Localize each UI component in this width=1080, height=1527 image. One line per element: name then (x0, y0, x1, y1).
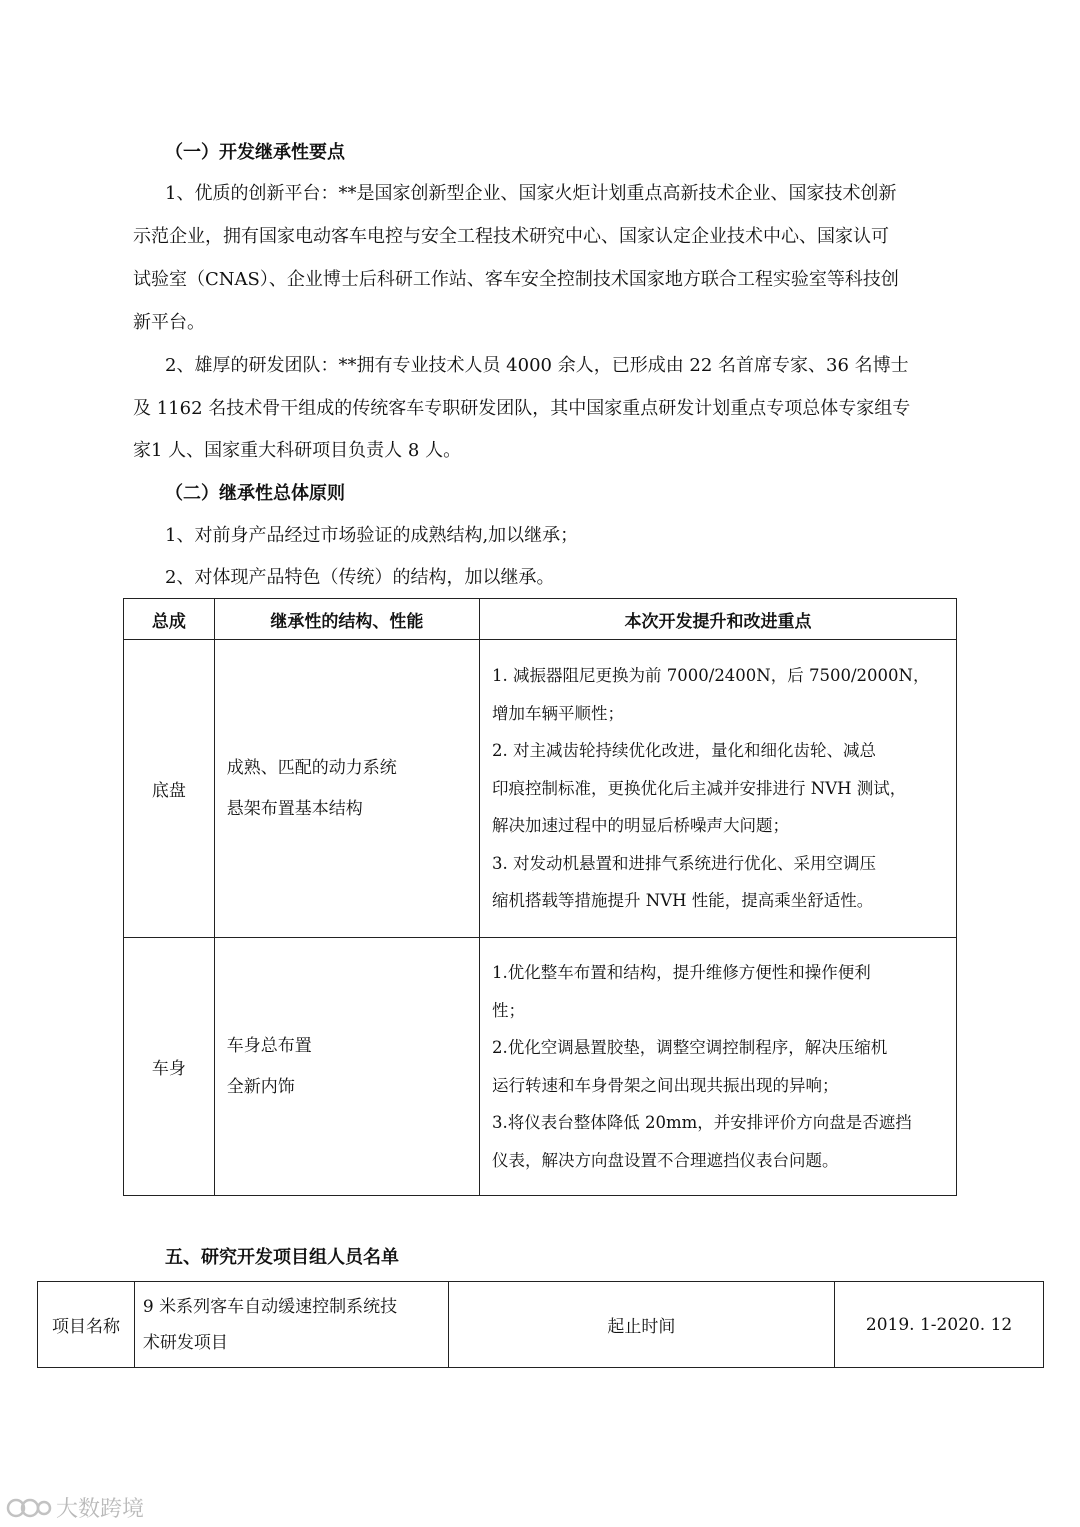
header-improvement-focus: 本次开发提升和改进重点 (480, 599, 957, 640)
section-heading-team-list: 五、研究开发项目组人员名单 (165, 1247, 399, 1268)
improvement-line: 增加车辆平顺性； (492, 703, 625, 723)
table-header-row (124, 599, 957, 640)
header-assembly: 总成 (124, 599, 215, 640)
watermark-text: 大数跨境 (56, 1497, 145, 1522)
paragraph-line: 示范企业，拥有国家电动客车电控与安全工程技术研究中心、国家认定企业技术中心、国家认可 (133, 226, 889, 247)
project-name-value (134, 1282, 448, 1368)
inherited-line: 悬架布置基本结构 (226, 798, 363, 819)
improvement-line: 仪表，解决方向盘设置不合理遮挡仪表台问题。 (492, 1150, 839, 1170)
inherited-line: 成熟、匹配的动力系统 (226, 757, 397, 778)
watermark (6, 1492, 144, 1523)
improvement-line: 3. 对发动机悬置和进排气系统进行优化、采用空调压 (492, 853, 877, 873)
watermark-logo-icon (6, 1495, 52, 1521)
section-heading-general-principles: （二）继承性总体原则 (165, 483, 345, 504)
project-name-label: 项目名称 (38, 1282, 135, 1368)
header-inherited-structure: 继承性的结构、性能 (214, 599, 479, 640)
inherited-line: 车身总布置 (226, 1035, 312, 1056)
improvement-line: 1. 减振器阻尼更换为前 7000/2400N，后 7500/2000N， (492, 666, 930, 686)
inherited-cell (214, 938, 479, 1196)
paragraph-line: 新平台。 (133, 312, 205, 333)
paragraph-line: 试验室（CNAS）、企业博士后科研工作站、客车安全控制技术国家地方联合工程实验室等科技创 (133, 269, 899, 290)
improvement-line: 解决加速过程中的明显后桥噪声大问题； (492, 816, 790, 836)
improvement-cell (480, 640, 957, 938)
project-info-table (37, 1281, 1044, 1368)
project-name-line: 术研发项目 (142, 1332, 228, 1353)
improvement-cell (480, 938, 957, 1196)
time-label: 起止时间 (448, 1282, 835, 1368)
inherited-cell (214, 640, 479, 938)
list-item: 1、对前身产品经过市场验证的成熟结构,加以继承； (165, 525, 579, 546)
section-heading-inheritance-points: （一）开发继承性要点 (165, 142, 345, 163)
table-row (38, 1282, 1044, 1368)
inheritance-table (123, 598, 957, 1196)
paragraph-line: 1、优质的创新平台：**是国家创新型企业、国家火炬计划重点高新技术企业、国家技术创新 (165, 183, 897, 204)
improvement-line: 性； (492, 1000, 526, 1020)
improvement-line: 3.将仪表台整体降低 20mm，并安排评价方向盘是否遮挡 (492, 1113, 912, 1132)
paragraph-line: 2、雄厚的研发团队：**拥有专业技术人员 4000 余人，已形成由 22 名首席专家、36 名博士 (165, 355, 909, 376)
improvement-line: 运行转速和车身骨架之间出现共振出现的异响； (492, 1075, 839, 1095)
improvement-line: 印痕控制标准，更换优化后主减并安排进行 NVH 测试， (492, 778, 907, 798)
list-item: 2、对体现产品特色（传统）的结构，加以继承。 (165, 567, 555, 588)
time-value: 2019. 1-2020. 12 (835, 1282, 1044, 1368)
inherited-line: 全新内饰 (226, 1076, 295, 1097)
improvement-line: 1.优化整车布置和结构，提升维修方便性和操作便利 (492, 963, 871, 982)
assembly-cell: 车身 (124, 938, 215, 1196)
improvement-line: 2.优化空调悬置胶垫，调整空调控制程序，解决压缩机 (492, 1038, 888, 1057)
assembly-cell: 底盘 (124, 640, 215, 938)
table-row (124, 938, 957, 1196)
improvement-line: 2. 对主减齿轮持续优化改进，量化和细化齿轮、减总 (492, 741, 877, 761)
project-name-line: 9 米系列客车自动缓速控制系统技 (142, 1296, 398, 1317)
paragraph-line: 及 1162 名技术骨干组成的传统客车专职研发团队，其中国家重点研发计划重点专项总体专家组专 (133, 398, 911, 419)
improvement-line: 缩机搭载等措施提升 NVH 性能，提高乘坐舒适性。 (492, 891, 874, 911)
paragraph-line: 家1 人、国家重大科研项目负责人 8 人。 (133, 440, 462, 461)
table-row (124, 640, 957, 938)
